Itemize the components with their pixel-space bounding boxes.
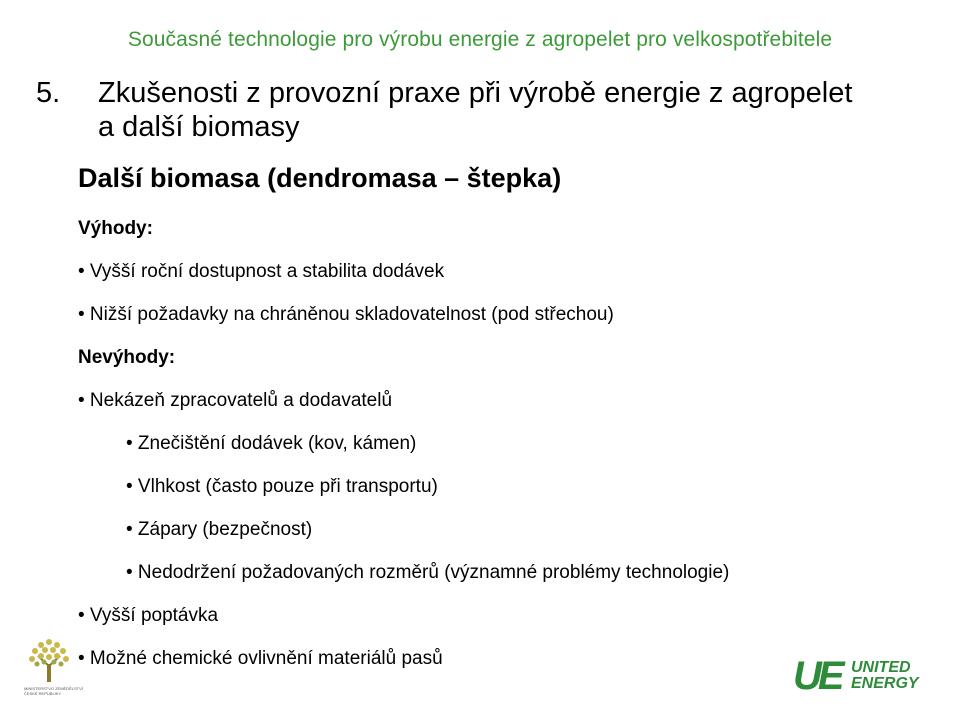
tree-logo-icon bbox=[24, 636, 74, 684]
united-energy-logo bbox=[793, 654, 943, 700]
list-item: • Vyšší roční dostupnost a stabilita dodávek bbox=[78, 261, 445, 282]
list-item: • Možné chemické ovlivnění materiálů pasů bbox=[78, 648, 443, 669]
list-item: • Znečištění dodávek (kov, kámen) bbox=[126, 433, 417, 454]
list-item: • Nekázeň zpracovatelů a dodavatelů bbox=[78, 390, 393, 411]
ministry-logo bbox=[18, 636, 88, 700]
list-item: Nevýhody: bbox=[78, 347, 176, 368]
ministry-line-2: ČESKÉ REPUBLIKY bbox=[24, 691, 62, 696]
list-item: • Nižší požadavky na chráněnou skladovatelnost (pod střechou) bbox=[78, 304, 614, 325]
title-number: 5. bbox=[36, 77, 61, 109]
title-line-2: a další biomasy bbox=[98, 111, 300, 143]
list-item: • Nedodržení požadovaných rozměrů (významné problémy technologie) bbox=[126, 562, 730, 583]
slide-title bbox=[36, 76, 936, 144]
slide-header: Současné technologie pro výrobu energie z agropelet pro velkospotřebitele bbox=[127, 28, 833, 51]
ue-mark: UE bbox=[793, 654, 841, 698]
list-item: Výhody: bbox=[78, 218, 153, 239]
list-item: • Vyšší poptávka bbox=[78, 605, 219, 626]
ministry-line-1: MINISTERSTVO ZEMĚDĚLSTVÍ bbox=[24, 686, 83, 691]
logo-word-united: UNITED bbox=[851, 659, 911, 676]
list-item: • Vlhkost (často pouze při transportu) bbox=[126, 476, 438, 497]
slide-subtitle: Další biomasa (dendromasa – štepka) bbox=[78, 163, 562, 193]
title-line-1: Zkušenosti z provozní praxe při výrobě energie z agropelet bbox=[98, 77, 853, 109]
logo-word-energy: ENERGY bbox=[851, 675, 919, 692]
ministry-logo-text bbox=[24, 686, 94, 696]
bullet-list bbox=[78, 215, 938, 688]
list-item: • Zápary (bezpečnost) bbox=[126, 519, 313, 540]
